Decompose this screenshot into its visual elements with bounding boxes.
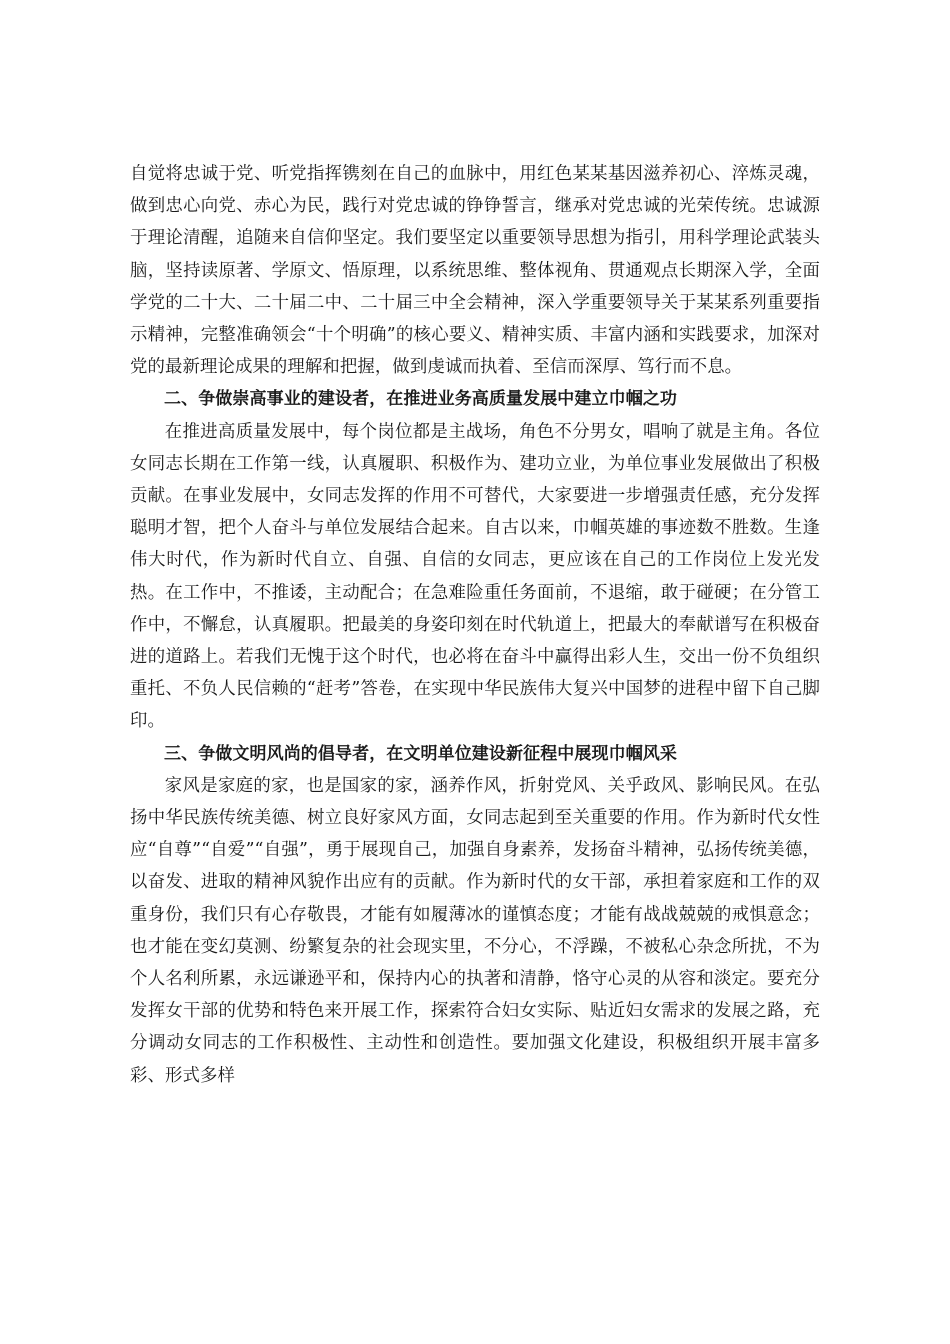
paragraph-continuation: 自觉将忠诚于党、听党指挥镌刻在自己的血脉中，用红色某某基因滋养初心、淬炼灵魂，做到忠心向党、赤心为民，践行对党忠诚的铮铮誓言，继承对党忠诚的光荣传统。忠诚源于理论清醒，追随来自信仰坚定。我们要坚定以重要领导思想为指引，用科学理论武装头脑，坚持读原著、学原文、悟原理，以系统思维、整体视角、贯通观点长期深入学，全面学党的二十大、二十届二中、二十届三中全会精神，深入学重要领导关于某某系列重要指示精神，完整准确领会“十个明确”的核心要义、精神实质、丰富内涵和实践要求，加深对党的最新理论成果的理解和把握，做到虔诚而执着、至信而深厚、笃行而不息。 (130, 164, 820, 378)
document-body (130, 158, 820, 1092)
paragraph-section-2: 在推进高质量发展中，每个岗位都是主战场，角色不分男女，唱响了就是主角。各位女同志长期在工作第一线，认真履职、积极作为、建功立业，为单位事业发展做出了积极贡献。在事业发展中，女同志发挥的作用不可替代，大家要进一步增强责任感，充分发挥聪明才智，把个人奋斗与单位发展结合起来。自古以来，巾帼英雄的事迹数不胜数。生逢伟大时代，作为新时代自立、自强、自信的女同志，更应该在自己的工作岗位上发光发热。在工作中，不推诿，主动配合；在急难险重任务面前，不退缩，敢于碰硬；在分管工作中，不懈怠，认真履职。把最美的身姿印刻在时代轨道上，把最大的奉献谱写在积极奋进的道路上。若我们无愧于这个时代，也必将在奋斗中赢得出彩人生，交出一份不负组织重托、不负人民信赖的“赶考”答卷，在实现中华民族伟大复兴中国梦的进程中留下自己脚印。 (130, 421, 820, 732)
section-heading-2: 二、争做崇高事业的建设者，在推进业务高质量发展中建立巾帼之功 (164, 389, 677, 410)
paragraph-section-3: 家风是家庭的家，也是国家的家，涵养作风，折射党风、关乎政风、影响民风。在弘扬中华民族传统美德、树立良好家风方面，女同志起到至关重要的作用。作为新时代女性应“自尊”“自爱”“自强”，勇于展现自己，加强自身素养，发扬奋斗精神，弘扬传统美德，以奋发、进取的精神风貌作出应有的贡献。作为新时代的女干部，承担着家庭和工作的双重身份，我们只有心存敬畏，才能有如履薄冰的谨慎态度；才能有战战兢兢的戒惧意念；也才能在变幻莫测、纷繁复杂的社会现实里，不分心，不浮躁，不被私心杂念所扰，不为个人名利所累，永远谦逊平和，保持内心的执著和清静，恪守心灵的从容和淡定。要充分发挥女干部的优势和特色来开展工作，探索符合妇女实际、贴近妇女需求的发展之路，充分调动女同志的工作积极性、主动性和创造性。要加强文化建设，积极组织开展丰富多彩、形式多样 (130, 775, 820, 1086)
section-heading-3: 三、争做文明风尚的倡导者，在文明单位建设新征程中展现巾帼风采 (164, 743, 677, 764)
